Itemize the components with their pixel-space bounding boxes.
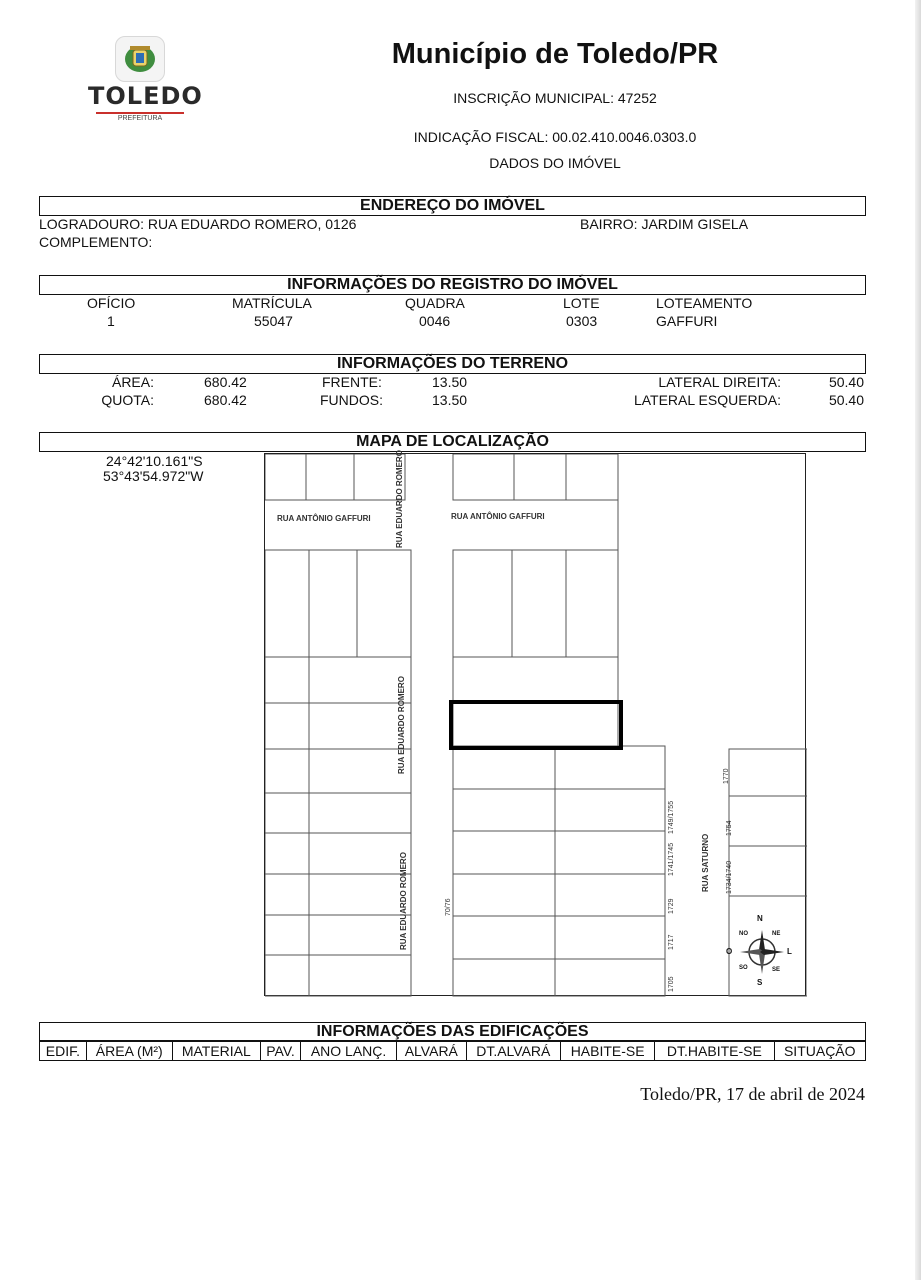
oficio-label: OFÍCIO	[87, 295, 136, 311]
column-header: ALVARÁ	[397, 1041, 466, 1061]
column-header: PAV.	[260, 1041, 300, 1061]
compass-l: L	[787, 947, 792, 956]
lateral-esquerda-label: LATERAL ESQUERDA:	[633, 392, 781, 408]
matricula-value: 55047	[254, 313, 293, 329]
lot-number: 1741/1745	[668, 842, 675, 876]
street-label-romero-mid: RUA EDUARDO ROMERO	[397, 676, 406, 774]
street-label-romero-top: RUA EDUARDO ROMERO	[395, 450, 404, 548]
quota-label: QUOTA:	[101, 392, 154, 408]
lot-number: 1717	[668, 934, 675, 950]
lot-number: 1754	[726, 820, 733, 836]
lateral-esquerda-value: 50.40	[828, 392, 864, 408]
oficio-value: 1	[107, 313, 115, 329]
column-header: ANO LANÇ.	[301, 1041, 397, 1061]
mapa-heading: MAPA DE LOCALIZAÇÃO	[39, 432, 866, 452]
indicacao-fiscal: INDICAÇÃO FISCAL: 00.02.410.0046.0303.0	[413, 129, 697, 145]
quadra-value: 0046	[419, 313, 451, 329]
frente-value: 13.50	[432, 374, 468, 390]
dados-imovel-label: DADOS DO IMÓVEL	[489, 155, 621, 171]
registro-heading: INFORMAÇÕES DO REGISTRO DO IMÓVEL	[39, 275, 866, 295]
compass-rose-icon	[726, 914, 799, 990]
column-header: DT.HABITE-SE	[655, 1041, 774, 1061]
column-header: SITUAÇÃO	[774, 1041, 865, 1061]
lateral-direita-label: LATERAL DIREITA:	[658, 374, 781, 390]
column-header: MATERIAL	[172, 1041, 260, 1061]
fundos-label: FUNDOS:	[320, 392, 383, 408]
area-label: ÁREA:	[111, 374, 154, 390]
lot-number: 1749/1755	[668, 800, 675, 834]
street-label-saturno: RUA SATURNO	[701, 833, 710, 892]
compass-s: S	[757, 978, 763, 987]
map-drawing	[265, 454, 807, 997]
area-value: 680.42	[204, 374, 247, 390]
page-edge-shadow	[915, 0, 921, 1280]
longitude: 53°43'54.972"W	[103, 468, 204, 484]
compass-se: SE	[772, 967, 781, 973]
matricula-label: MATRÍCULA	[232, 295, 312, 311]
prefeitura-logo	[88, 36, 203, 122]
column-header: EDIF.	[40, 1041, 87, 1061]
lot-number: 1729	[668, 898, 675, 914]
column-header: HABITE-SE	[561, 1041, 655, 1061]
street-label-gaffuri-right: RUA ANTÔNIO GAFFURI	[451, 512, 545, 521]
compass-o: O	[726, 947, 733, 956]
fundos-value: 13.50	[432, 392, 468, 408]
lateral-direita-value: 50.40	[828, 374, 864, 390]
column-header: ÁREA (M²)	[86, 1041, 172, 1061]
lote-value: 0303	[566, 313, 598, 329]
edificacoes-heading: INFORMAÇÕES DAS EDIFICAÇÕES	[39, 1022, 866, 1042]
lot-number: 1734/1740	[726, 860, 733, 894]
logo-wordmark: TOLEDO	[88, 82, 203, 110]
logo-subtitle: PREFEITURA	[117, 115, 163, 122]
loteamento-label: LOTEAMENTO	[656, 295, 753, 311]
edificacoes-table	[39, 1040, 866, 1061]
compass-n: N	[757, 914, 763, 923]
column-header: DT.ALVARÁ	[466, 1041, 561, 1061]
lote-label: LOTE	[563, 295, 600, 311]
inscricao-municipal: INSCRIÇÃO MUNICIPAL: 47252	[453, 90, 657, 106]
page-title: Município de Toledo/PR	[391, 38, 719, 70]
coat-of-arms-icon	[115, 36, 165, 82]
endereco-heading: ENDEREÇO DO IMÓVEL	[39, 196, 866, 216]
quota-value: 680.42	[204, 392, 247, 408]
location-map	[264, 450, 806, 996]
lot-number: 70/76	[445, 898, 452, 916]
street-label-romero-bottom: RUA EDUARDO ROMERO	[399, 852, 408, 950]
logradouro: LOGRADOURO: RUA EDUARDO ROMERO, 0126	[39, 216, 357, 232]
terreno-heading: INFORMAÇÕES DO TERRENO	[39, 354, 866, 374]
footer-date: Toledo/PR, 17 de abril de 2024	[640, 1084, 865, 1104]
lot-number: 1770	[723, 768, 730, 784]
table-header-row	[40, 1041, 866, 1061]
highlighted-lot	[451, 702, 621, 748]
loteamento-value: GAFFURI	[656, 313, 718, 329]
frente-label: FRENTE:	[322, 374, 382, 390]
complemento: COMPLEMENTO:	[39, 234, 153, 250]
latitude: 24°42'10.161"S	[106, 453, 203, 469]
lot-number: 1705	[668, 976, 675, 992]
street-label-gaffuri-left: RUA ANTÔNIO GAFFURI	[277, 514, 371, 523]
logo-underline	[96, 112, 184, 114]
compass-so: SO	[739, 965, 748, 971]
compass-ne: NE	[772, 931, 781, 937]
compass-no: NO	[739, 931, 748, 937]
bairro: BAIRRO: JARDIM GISELA	[580, 216, 749, 232]
quadra-label: QUADRA	[405, 295, 465, 311]
